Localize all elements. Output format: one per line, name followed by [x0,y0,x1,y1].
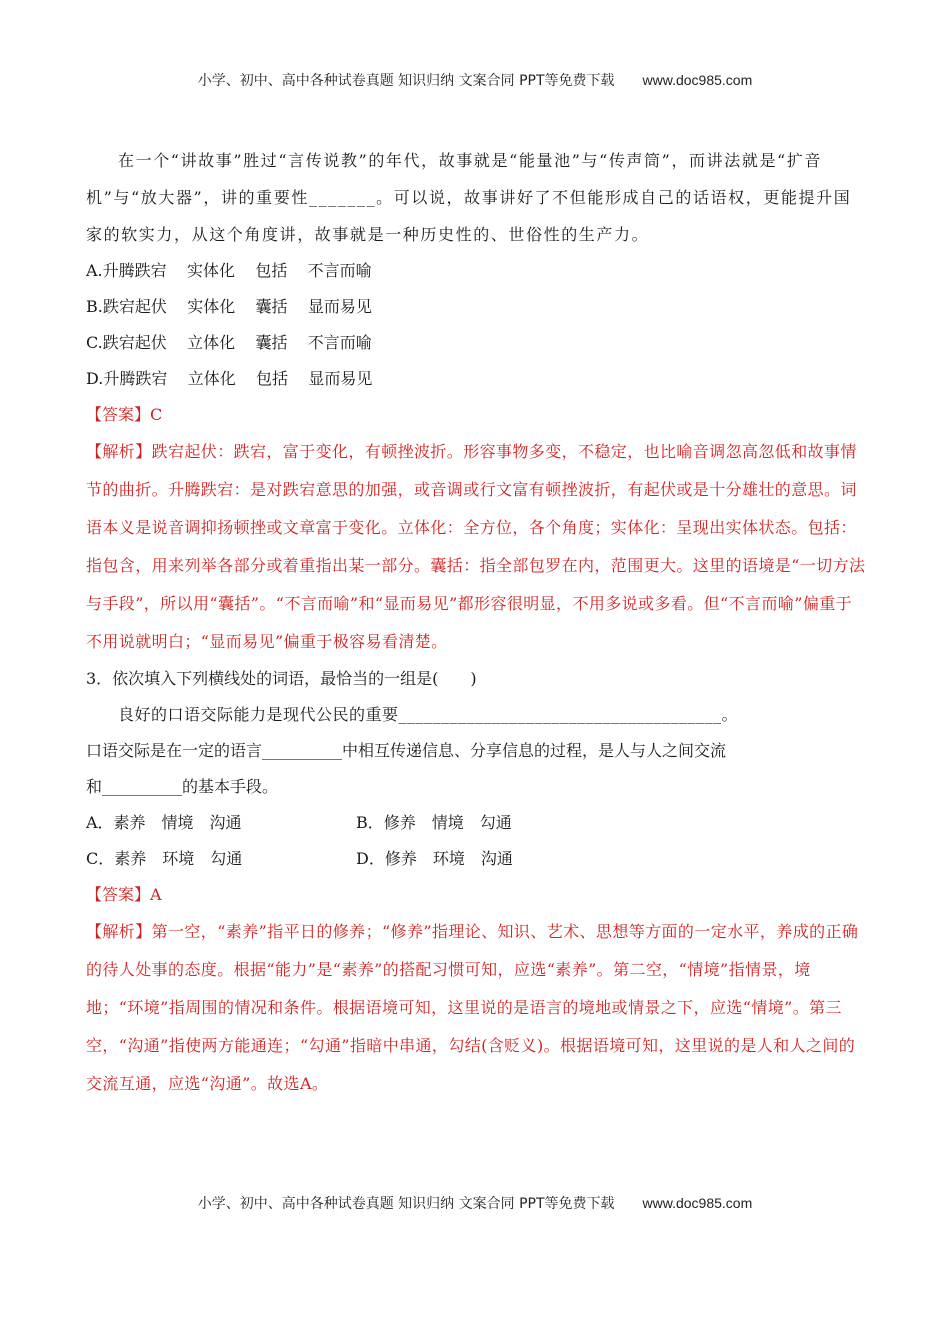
q3-option-b: B．修养 情境 勾通 [356,813,512,832]
q3-answer-label: 【答案】 [86,885,151,904]
header-text: 小学、初中、高中各种试卷真题 知识归纳 文案合同 PPT等免费下载 [197,73,615,89]
q3-options-row1 [86,805,866,841]
q3-answer-value: A [150,885,162,904]
q3-title: 3．依次填入下列横线处的词语，最恰当的一组是( ) [86,669,477,688]
q3-option-c: C．素养 环境 勾通 [86,849,243,868]
q2-analysis-text: 跌宕起伏：跌宕，富于变化，有顿挫波折。形容事物多变，不稳定，也比喻音调忽高忽低和故事情节的曲折。升腾跌宕：是对跌宕意思的加强，或音调或行文富有顿挫波折，有起伏或是十分雄壮的意思。词语本义是说音调抑扬顿挫或文章富于变化。立体化：全方位，各个角度；实体化：呈现出实体状态。包括：指包含，用来列举各部分或着重指出某一部分。囊括：指全部包罗在内，范围更大。这里的语境是“一切方法与手段”，所以用“囊括”。“不言而喻”和“显而易见”都形容很明显，不用多说或多看。但“不言而喻”偏重于不用说就明白；“显而易见”偏重于极容易看清楚。 [86,442,866,651]
q2-analysis [86,433,866,661]
document-body [86,142,866,1103]
header-url[interactable]: www.doc985.com [642,72,753,88]
q3-options-row2 [86,841,866,877]
q3-answer [86,877,866,913]
q2-answer-value: C [150,405,163,424]
q2-answer-label: 【答案】 [86,405,151,424]
q2-option-b: B.跌宕起伏 实体化 囊括 显而易见 [86,297,372,316]
q3-line3: 和__________的基本手段。 [86,777,279,796]
page-header [0,70,950,90]
q2-option-d: D.升腾跌宕 立体化 包括 显而易见 [86,369,373,388]
q2-answer [86,397,866,433]
q2-stem: 在一个“讲故事”胜过“言传说教”的年代，故事就是“能量池”与“传声筒”，而讲法就是“扩音机”与“放大器”，讲的重要性_______。可以说，故事讲好了不但能形成自己的话语权，更能提升国家的软实力，从这个角度讲，故事就是一种历史性的、世俗性的生产力。 [86,151,852,244]
q3-analysis-label: 【解析】 [86,922,152,941]
q3-analysis-text: 第一空，“素养”指平日的修养；“修养”指理论、知识、艺术、思想等方面的一定水平，养成的正确的待人处事的态度。根据“能力”是“素养”的搭配习惯可知，应选“素养”。第二空，“情境”指情景，境地；“环境”指周围的情况和条件。根据语境可知，这里说的是语言的境地或情景之下，应选“情境”。第三空，“沟通”指使两方能通连；“勾通”指暗中串通，勾结(含贬义)。根据语境可知，这里说的是人和人之间的交流互通，应选“沟通”。故选A。 [86,922,859,1093]
page-footer [0,1193,950,1213]
q3-option-d: D．修养 环境 沟通 [356,849,513,868]
q3-line1: 良好的口语交际能力是现代公民的重要______________________________________。 [118,705,739,724]
q3-line2: 口语交际是在一定的语言__________中相互传递信息、分享信息的过程，是人与人之间交流 [86,741,727,760]
q2-option-c: C.跌宕起伏 立体化 囊括 不言而喻 [86,333,372,352]
q2-analysis-label: 【解析】 [86,442,152,461]
q2-option-a: A.升腾跌宕 实体化 包括 不言而喻 [86,261,372,280]
q3-option-a: A．素养 情境 沟通 [86,813,242,832]
footer-url[interactable]: www.doc985.com [642,1195,753,1211]
footer-text: 小学、初中、高中各种试卷真题 知识归纳 文案合同 PPT等免费下载 [197,1196,615,1212]
q3-analysis [86,913,866,1103]
